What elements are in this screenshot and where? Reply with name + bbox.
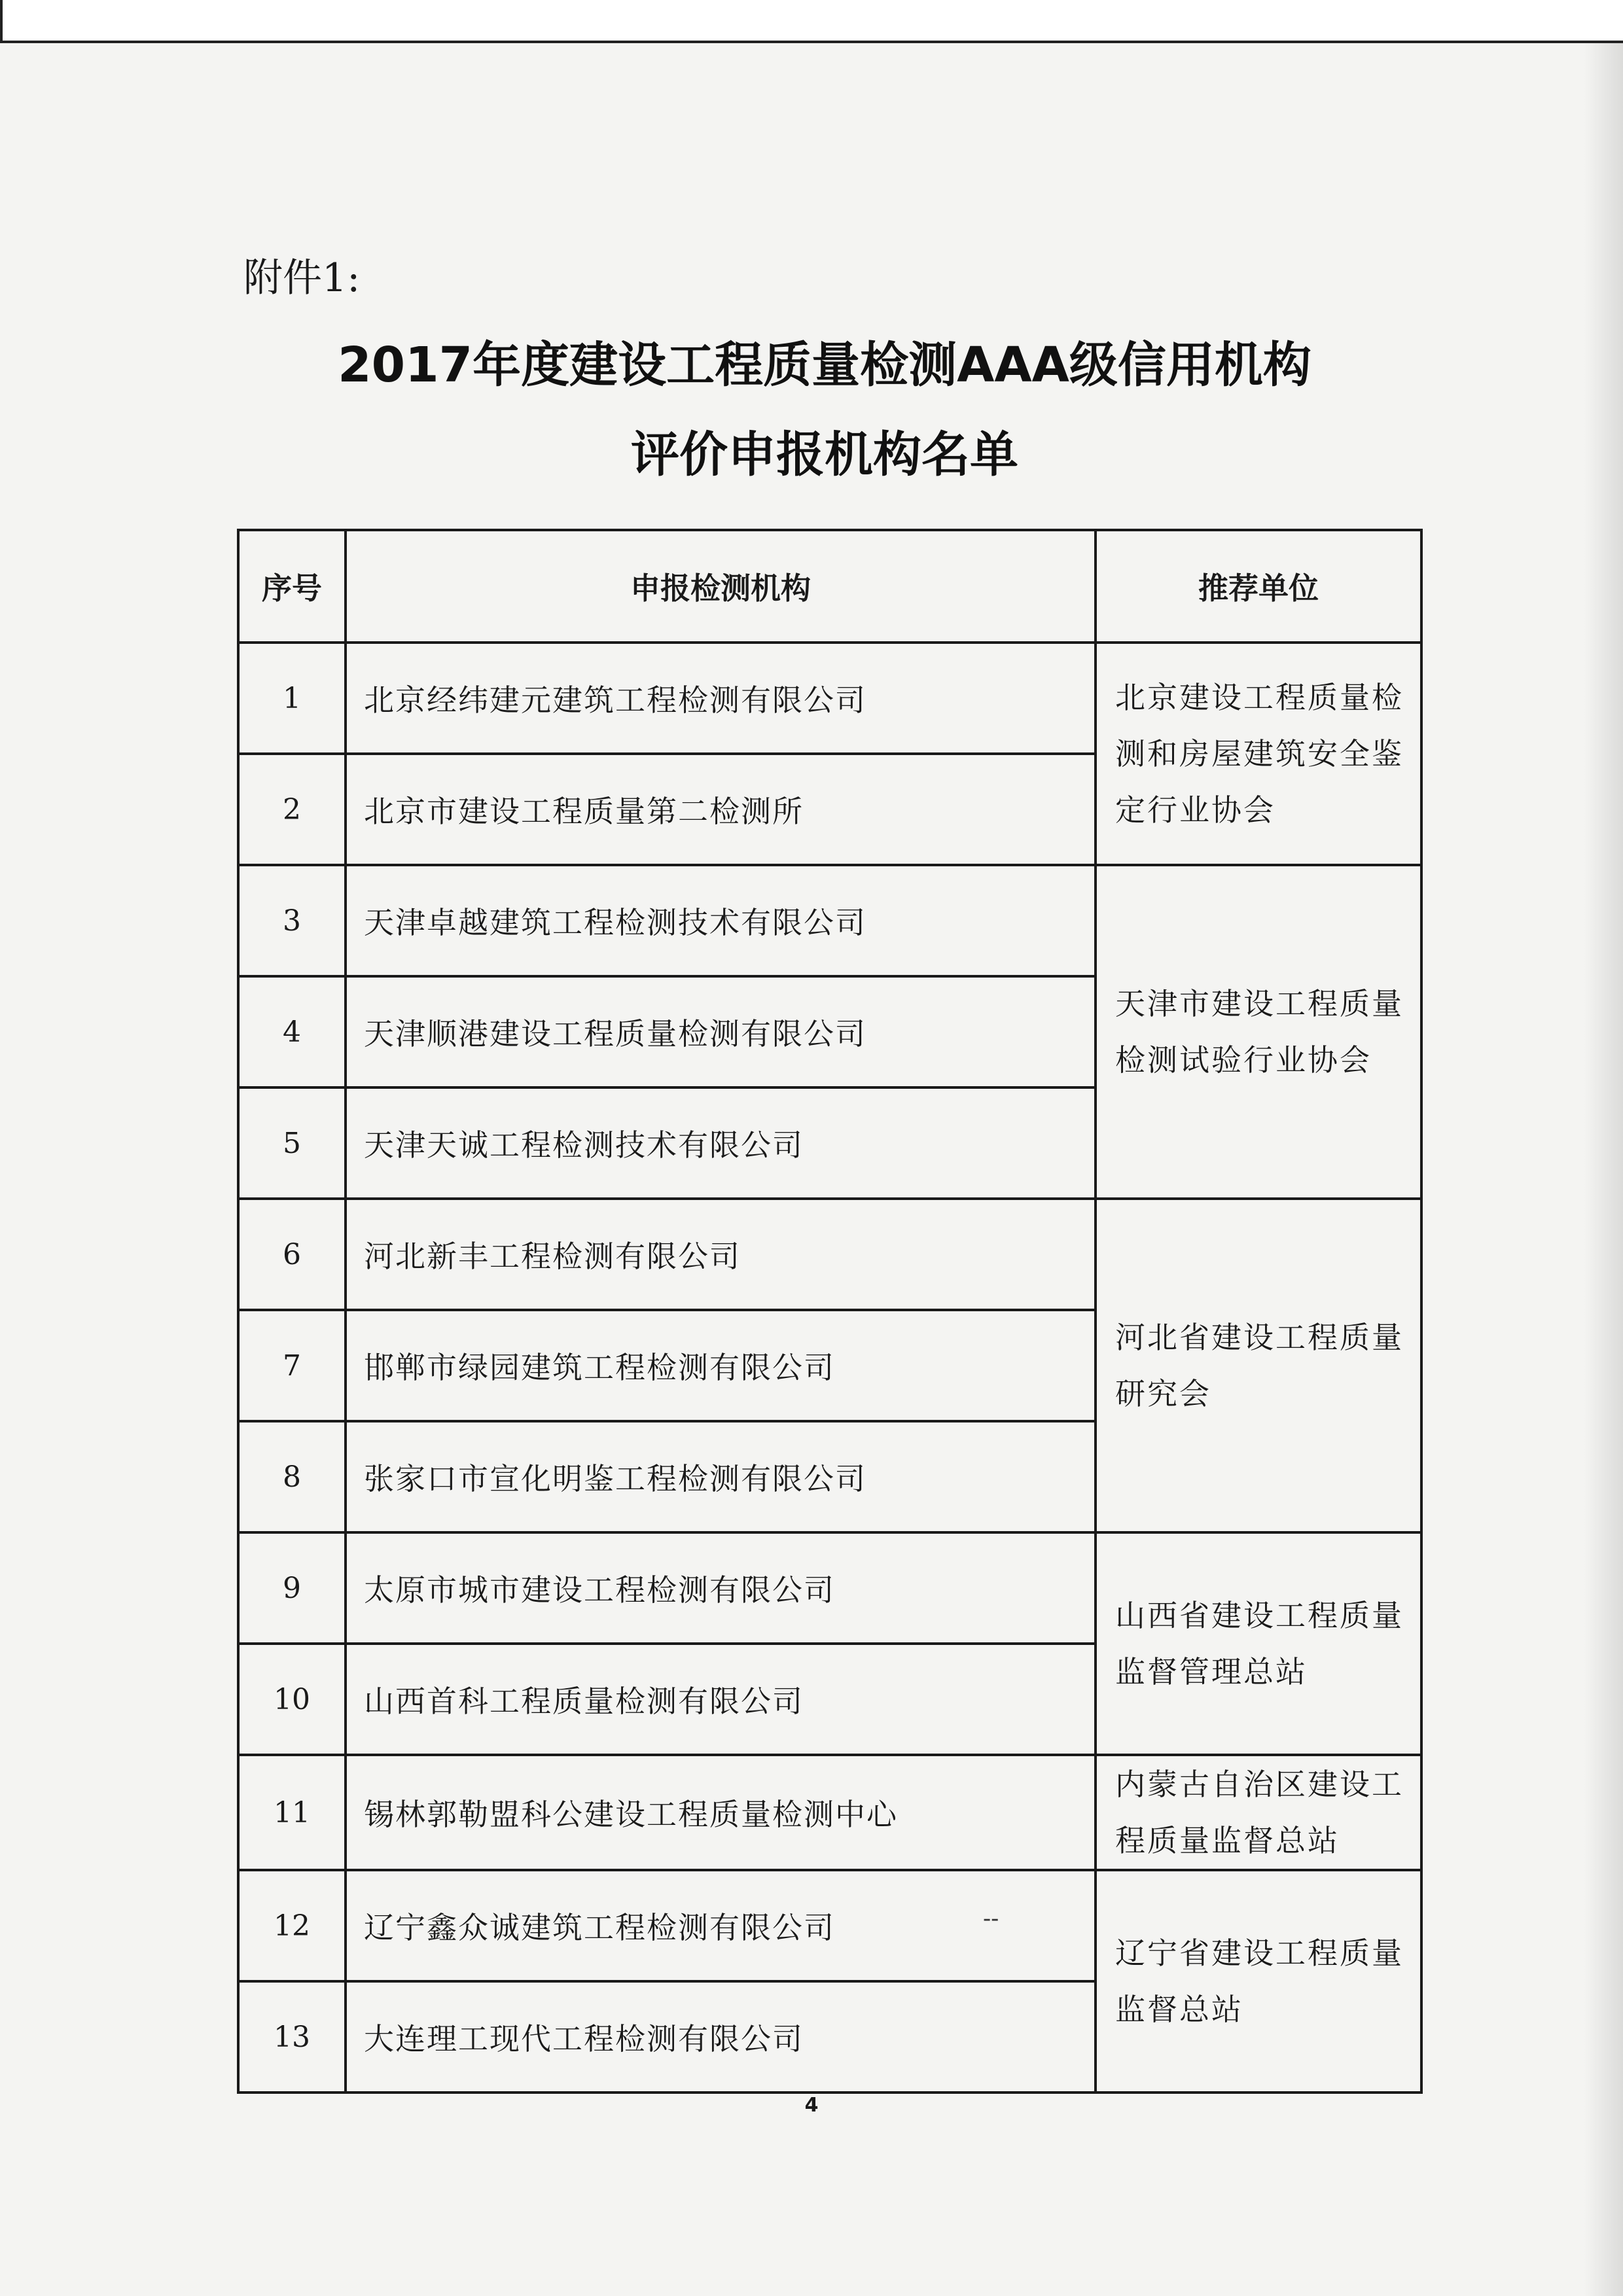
table-header-row — [238, 530, 1421, 643]
table-row — [238, 865, 1421, 976]
recommending-unit-cell: 河北省建设工程质量研究会 — [1096, 1199, 1421, 1532]
row-institution-name: 天津顺港建设工程质量检测有限公司 — [346, 976, 1096, 1087]
header-serial-number: 序号 — [238, 530, 346, 643]
header-applicant-institution: 申报检测机构 — [346, 530, 1096, 643]
row-institution-name: 张家口市宣化明鉴工程检测有限公司 — [346, 1421, 1096, 1532]
row-serial-number: 13 — [238, 1981, 346, 2093]
row-institution-name: 天津卓越建筑工程检测技术有限公司 — [346, 865, 1096, 976]
row-institution-name: 北京经纬建元建筑工程检测有限公司 — [346, 643, 1096, 754]
scan-right-shadow — [1584, 43, 1623, 2296]
row-institution-name: 北京市建设工程质量第二检测所 — [346, 754, 1096, 865]
scan-left-edge — [0, 0, 3, 43]
row-institution-name: 辽宁鑫众诚建筑工程检测有限公司 — [346, 1870, 1096, 1981]
row-serial-number: 1 — [238, 643, 346, 754]
row-serial-number: 7 — [238, 1310, 346, 1421]
recommending-unit-cell: 山西省建设工程质量监督管理总站 — [1096, 1532, 1421, 1755]
row-institution-name: 天津天诚工程检测技术有限公司 — [346, 1087, 1096, 1199]
row-institution-name: 太原市城市建设工程检测有限公司 — [346, 1532, 1096, 1644]
recommending-unit-cell: 内蒙古自治区建设工程质量监督总站 — [1096, 1755, 1421, 1870]
row-serial-number: 10 — [238, 1644, 346, 1755]
row-institution-name: 山西首科工程质量检测有限公司 — [346, 1644, 1096, 1755]
table-row — [238, 643, 1421, 754]
row-serial-number: 3 — [238, 865, 346, 976]
table-row — [238, 1199, 1421, 1310]
applicant-institutions-table — [237, 529, 1423, 2094]
header-recommending-unit: 推荐单位 — [1096, 530, 1421, 643]
row-serial-number: 11 — [238, 1755, 346, 1870]
row-serial-number: 5 — [238, 1087, 346, 1199]
row-institution-name: 锡林郭勒盟科公建设工程质量检测中心 — [346, 1755, 1096, 1870]
row-serial-number: 9 — [238, 1532, 346, 1644]
stray-dash-mark: -- — [983, 1905, 999, 1932]
table-row — [238, 1755, 1421, 1870]
row-serial-number: 2 — [238, 754, 346, 865]
row-institution-name: 邯郸市绿园建筑工程检测有限公司 — [346, 1310, 1096, 1421]
row-serial-number: 8 — [238, 1421, 346, 1532]
recommending-unit-cell: 北京建设工程质量检测和房屋建筑安全鉴定行业协会 — [1096, 643, 1421, 865]
recommending-unit-cell: 辽宁省建设工程质量监督总站 — [1096, 1870, 1421, 2093]
recommending-unit-cell: 天津市建设工程质量检测试验行业协会 — [1096, 865, 1421, 1199]
table-row — [238, 1870, 1421, 1981]
row-serial-number: 6 — [238, 1199, 346, 1310]
page-number: 4 — [804, 2094, 819, 2117]
table-row — [238, 1532, 1421, 1644]
row-institution-name: 河北新丰工程检测有限公司 — [346, 1199, 1096, 1310]
attachment-label: 附件1: — [243, 255, 361, 301]
row-serial-number: 12 — [238, 1870, 346, 1981]
document-title-line-2: 评价申报机构名单 — [631, 427, 1018, 483]
row-serial-number: 4 — [238, 976, 346, 1087]
scan-top-edge — [0, 0, 1623, 43]
row-institution-name: 大连理工现代工程检测有限公司 — [346, 1981, 1096, 2093]
document-title-line-1: 2017年度建设工程质量检测AAA级信用机构 — [338, 337, 1311, 393]
